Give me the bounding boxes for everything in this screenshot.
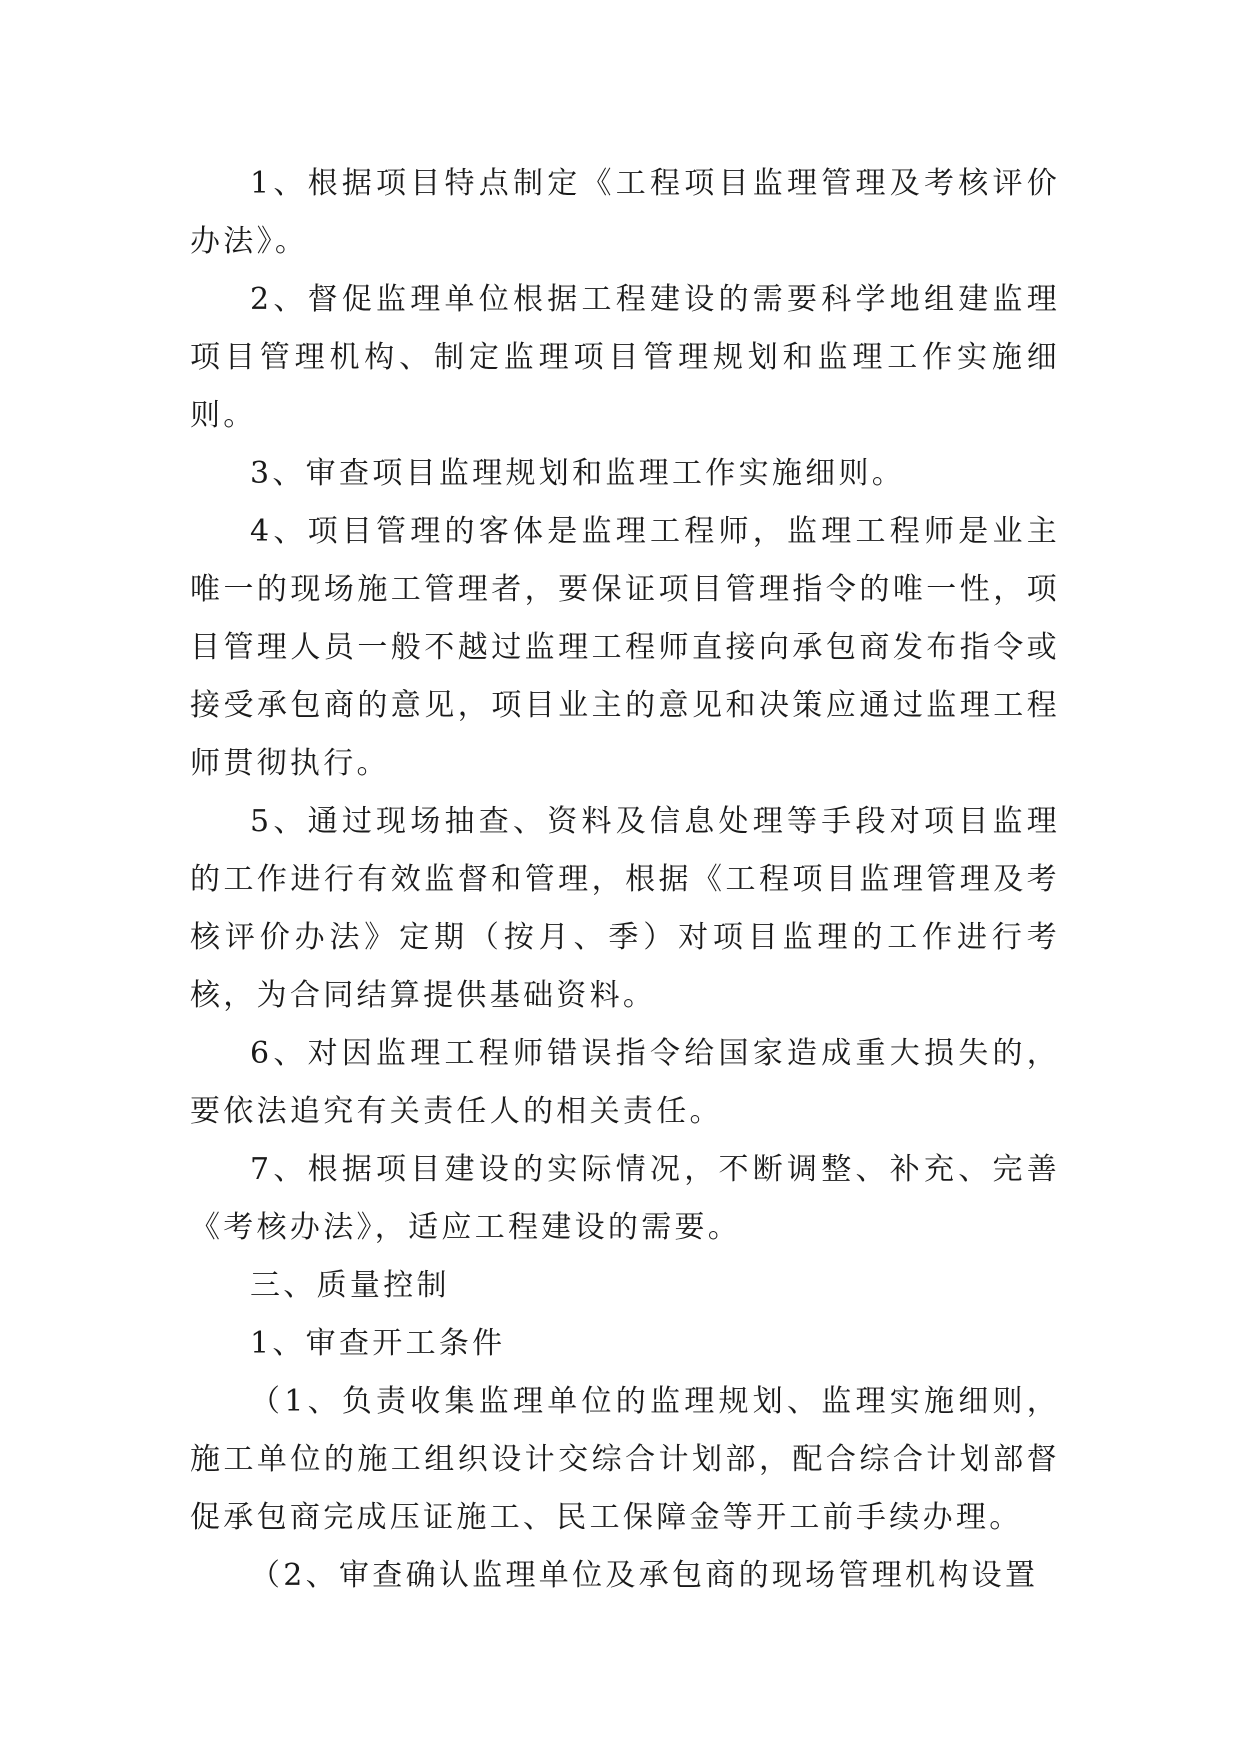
paragraph-3: 3、审查项目监理规划和监理工作实施细则。 — [250, 456, 906, 491]
paragraph-1: 1、根据项目特点制定《工程项目监理管理及考核评价办法》。 — [190, 166, 1060, 259]
paragraph-7: 7、根据项目建设的实际情况，不断调整、补充、完善《考核办法》，适应工程建设的需要。 — [190, 1152, 1060, 1245]
document-body — [190, 155, 1060, 1605]
paragraph-6: 6、对因监理工程师错误指令给国家造成重大损失的，要依法追究有关责任人的相关责任。 — [190, 1036, 1060, 1129]
paragraph-2: 2、督促监理单位根据工程建设的需要科学地组建监理项目管理机构、制定监理项目管理规划和监理工作实施细则。 — [190, 282, 1060, 433]
subheading-review-start-conditions: 1、审查开工条件 — [250, 1326, 506, 1361]
paragraph-sub-2: （2、审查确认监理单位及承包商的现场管理机构设置 — [250, 1558, 1039, 1593]
paragraph-4: 4、项目管理的客体是监理工程师，监理工程师是业主唯一的现场施工管理者，要保证项目管理指令的唯一性，项目管理人员一般不越过监理工程师直接向承包商发布指令或接受承包商的意见，项目业主的意见和决策应通过监理工程师贯彻执行。 — [190, 514, 1060, 781]
paragraph-sub-1: （1、负责收集监理单位的监理规划、监理实施细则，施工单位的施工组织设计交综合计划部，配合综合计划部督促承包商完成压证施工、民工保障金等开工前手续办理。 — [190, 1384, 1060, 1535]
section-heading-quality-control: 三、质量控制 — [250, 1268, 450, 1303]
paragraph-5: 5、通过现场抽查、资料及信息处理等手段对项目监理的工作进行有效监督和管理，根据《工程项目监理管理及考核评价办法》定期（按月、季）对项目监理的工作进行考核，为合同结算提供基础资料。 — [190, 804, 1060, 1013]
